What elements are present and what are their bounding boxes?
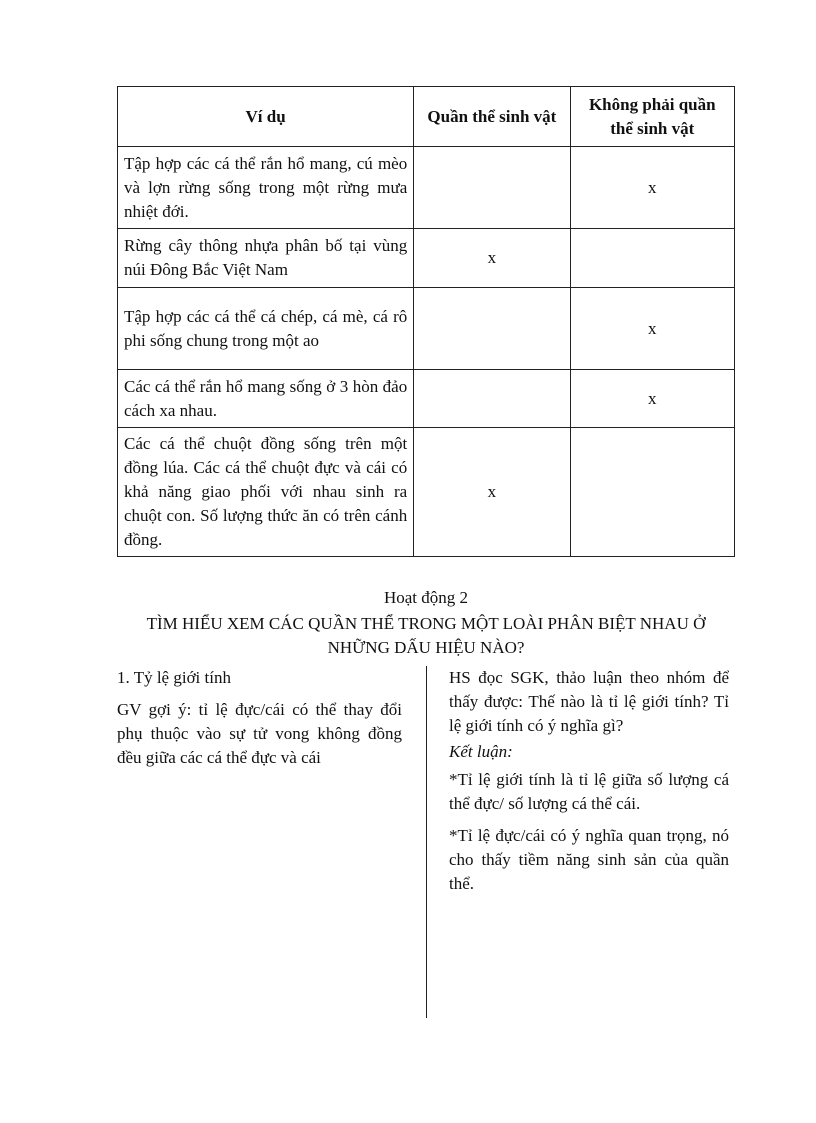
row-3-population-mark <box>414 288 570 370</box>
conclusion-point-1: *Tỉ lệ giới tính là tỉ lệ giữa số lượng cá thể đực/ số lượng cá thể cái. <box>449 770 729 813</box>
row-2-not-population-mark <box>570 229 734 288</box>
row-3-not-population-mark: x <box>570 288 734 370</box>
left-column <box>117 666 402 778</box>
row-3-example: Tập hợp các cá thể cá chép, cá mè, cá rô phi sống chung trong một ao <box>118 288 414 370</box>
activity-title: TÌM HIỂU XEM CÁC QUẦN THỂ TRONG MỘT LOÀI PHÂN BIỆT NHAU Ở NHỮNG DẤU HIỆU NÀO? <box>146 614 706 657</box>
header-not-population: Không phải quần thể sinh vật <box>570 87 734 147</box>
row-1-not-population-mark: x <box>570 147 734 229</box>
column-divider <box>426 666 427 1018</box>
row-2-example: Rừng cây thông nhựa phân bố tại vùng núi Đông Bắc Việt Nam <box>118 229 414 288</box>
population-table <box>117 86 735 557</box>
row-5-example: Các cá thể chuột đồng sống trên một đồng lúa. Các cá thể chuột đực và cái có khả năng giao phối với nhau sinh ra chuột con. Số lượng thức ăn có trên cánh đồng. <box>118 428 414 557</box>
row-5-not-population-mark <box>570 428 734 557</box>
conclusion-point-2: *Tỉ lệ đực/cái có ý nghĩa quan trọng, nó cho thấy tiềm năng sinh sản của quần thể. <box>449 826 729 893</box>
table-row <box>118 428 735 557</box>
row-2-population-mark: x <box>414 229 570 288</box>
right-column <box>449 666 729 904</box>
row-4-not-population-mark: x <box>570 370 734 428</box>
table-row <box>118 147 735 229</box>
activity-label: Hoạt động 2 <box>383 588 469 607</box>
section-heading: 1. Tỷ lệ giới tính <box>117 668 231 687</box>
row-1-example: Tập hợp các cá thể rắn hổ mang, cú mèo và lợn rừng sống trong một rừng mưa nhiệt đới. <box>118 147 414 229</box>
row-1-population-mark <box>414 147 570 229</box>
teacher-hint: GV gợi ý: tỉ lệ đực/cái có thể thay đổi phụ thuộc vào sự tử vong không đồng đều giữa các cá thể đực và cái <box>117 700 402 767</box>
student-task: HS đọc SGK, thảo luận theo nhóm để thấy được: Thế nào là tỉ lệ giới tính? Tỉ lệ giới tính có ý nghĩa gì? <box>449 668 729 735</box>
table-header-row <box>118 87 735 147</box>
row-4-example: Các cá thể rắn hổ mang sống ở 3 hòn đảo cách xa nhau. <box>118 370 414 428</box>
header-example: Ví dụ <box>118 87 414 147</box>
row-4-population-mark <box>414 370 570 428</box>
table-row <box>118 370 735 428</box>
conclusion-label: Kết luận: <box>449 742 513 761</box>
header-population: Quần thể sinh vật <box>414 87 570 147</box>
table-row <box>118 288 735 370</box>
table-row <box>118 229 735 288</box>
row-5-population-mark: x <box>414 428 570 557</box>
